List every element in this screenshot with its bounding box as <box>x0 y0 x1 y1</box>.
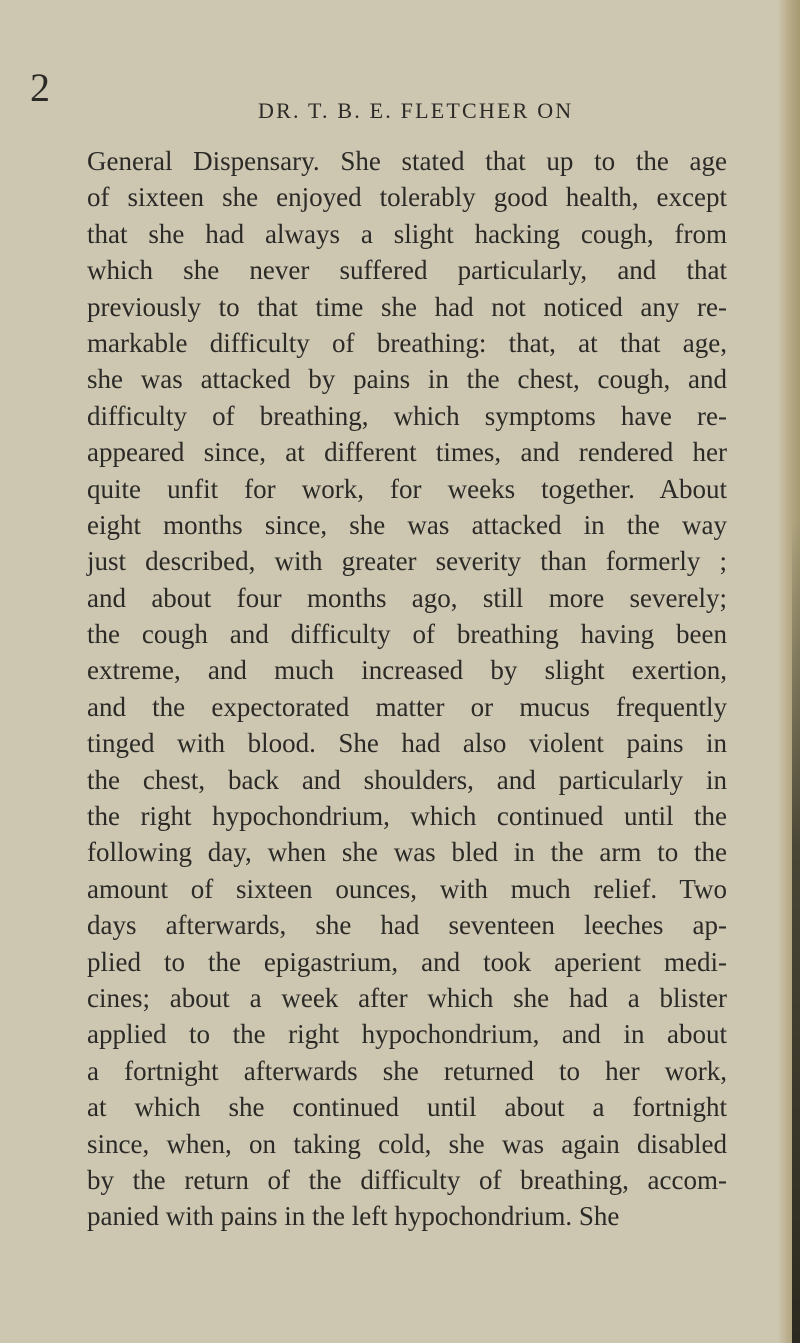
text-line: and about four months ago, still more severely; <box>87 582 727 613</box>
text-line: that she had always a slight hacking cough, from <box>87 218 727 249</box>
text-line: quite unfit for work, for weeks together. About <box>87 473 727 504</box>
text-line: which she never suffered particularly, and that <box>87 255 727 286</box>
text-line: eight months since, she was attacked in the way <box>87 509 727 540</box>
text-line: appeared since, at different times, and rendered her <box>87 437 727 468</box>
text-line: by the return of the difficulty of breathing, accom- <box>87 1164 727 1195</box>
text-line: previously to that time she had not noticed any re- <box>87 291 727 322</box>
text-line: since, when, on taking cold, she was again disabled <box>87 1128 727 1159</box>
text-line: applied to the right hypochondrium, and in about <box>87 1019 727 1050</box>
text-line: just described, with greater severity than formerly ; <box>87 546 727 577</box>
text-line: she was attacked by pains in the chest, cough, and <box>87 364 727 395</box>
text-line: General Dispensary. She stated that up to the age <box>87 146 727 176</box>
text-line: days afterwards, she had seventeen leeches ap- <box>87 910 727 941</box>
text-line: cines; about a week after which she had a blister <box>87 982 727 1013</box>
text-line: amount of sixteen ounces, with much relief. Two <box>87 873 727 904</box>
text-line: plied to the epigastrium, and took aperient medi- <box>87 946 727 977</box>
text-line: following day, when she was bled in the arm to the <box>87 837 727 868</box>
text-line: the cough and difficulty of breathing having been <box>87 619 727 650</box>
text-line: and the expectorated matter or mucus frequently <box>87 691 727 722</box>
running-head: DR. T. B. E. FLETCHER ON <box>258 98 574 123</box>
text-line: panied with pains in the left hypochondrium. She <box>87 1201 620 1232</box>
text-line: of sixteen she enjoyed tolerably good health, except <box>87 182 727 213</box>
text-line: the right hypochondrium, which continued until the <box>87 801 727 832</box>
body-text <box>87 143 727 1235</box>
page-number: 2 <box>30 65 50 110</box>
text-line: markable difficulty of breathing: that, at that age, <box>87 327 727 358</box>
text-line: extreme, and much increased by slight exertion, <box>87 655 727 686</box>
text-line: tinged with blood. She had also violent pains in <box>87 728 727 759</box>
page-binding-edge <box>792 520 800 1343</box>
text-line: a fortnight afterwards she returned to her work, <box>87 1055 727 1086</box>
text-line: at which she continued until about a fortnight <box>87 1092 727 1123</box>
text-line: the chest, back and shoulders, and particularly in <box>87 764 727 795</box>
text-line: difficulty of breathing, which symptoms have re- <box>87 400 727 431</box>
